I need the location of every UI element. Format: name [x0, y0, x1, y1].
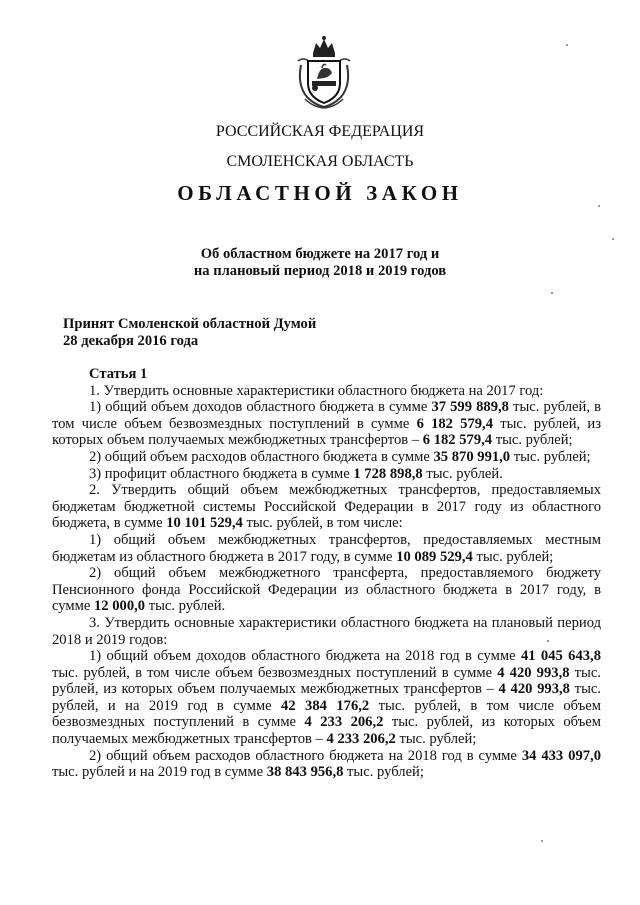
region-heading: СМОЛЕНСКАЯ ОБЛАСТЬ [226, 153, 414, 170]
scan-speck [547, 640, 549, 642]
paragraph-1-item-2: 2) общий объем расходов областного бюджета в сумме 35 870 991,0 тыс. рублей; [89, 448, 591, 465]
paragraph-2: 2. Утвердить общий объем межбюджетных трансфертов, предоставляемых бюджетам бюджетной системы Российской Федерации в 2017 году из областного бюджета, в сумме 10 101 529,4 тыс. рублей, в том числе: [52, 482, 601, 532]
paragraph-3: 3. Утвердить основные характеристики областного бюджета на плановый период 2018 и 2019 годов: [52, 614, 601, 648]
article-heading: Статья 1 [89, 366, 148, 382]
adoption-date: 28 декабря 2016 года [63, 333, 199, 349]
paragraph-3-item-2: 2) общий объем расходов областного бюджета на 2018 год в сумме 34 433 097,0 тыс. рублей и на 2019 год в сумме 38 843 956,8 тыс. рублей; [52, 747, 601, 781]
paragraph-2-item-1: 1) общий объем межбюджетных трансфертов, предоставляемых местным бюджетам из областного бюджета в 2017 году, в сумме 10 089 529,4 тыс. рублей; [52, 531, 601, 565]
paragraph-1: 1. Утвердить основные характеристики областного бюджета на 2017 год: [89, 382, 544, 399]
law-title-line-2: на плановый период 2018 и 2019 годов [193, 263, 447, 279]
adoption-line-1: Принят Смоленской областной Думой [63, 316, 317, 332]
country-heading: РОССИЙСКАЯ ФЕДЕРАЦИЯ [215, 123, 425, 140]
scan-speck [612, 238, 614, 240]
paragraph-2-item-2: 2) общий объем межбюджетного трансферта, предоставляемого бюджету Пенсионного фонда Российской Федерации из областного бюджета в 2017 году, в сумме 12 000,0 тыс. рублей. [52, 565, 601, 615]
article-body [52, 366, 601, 781]
coat-of-arms-emblem [293, 35, 355, 110]
scan-speck [541, 840, 543, 842]
scan-speck [551, 292, 553, 294]
adoption-note [63, 316, 316, 350]
document-type-heading: ОБЛАСТНОЙ ЗАКОН [177, 181, 463, 205]
paragraph-1-item-1: 1) общий объем доходов областного бюджета в сумме 37 599 889,8 тыс. рублей, в том числе объем безвозмездных поступлений в сумме 6 182 579,4 тыс. рублей, из которых объем получаемых межбюджетных трансфертов – 6 182 579,4 тыс. рублей; [52, 399, 601, 449]
paragraph-3-item-1: 1) общий объем доходов областного бюджета на 2018 год в сумме 41 045 643,8 тыс. рублей, в том числе объем безвозмездных поступлений в сумме 4 420 993,8 тыс. рублей, из которых объем получаемых межбюджетных трансфертов – 4 420 993,8 тыс. рублей, и на 2019 год в сумме 42 384 176,2 тыс. рублей, в том числе объем безвозмездных поступлений в сумме 4 233 206,2 тыс. рублей, из которых объем получаемых межбюджетных трансфертов – 4 233 206,2 тыс. рублей; [52, 648, 601, 748]
law-title-line-1: Об областном бюджете на 2017 год и [200, 246, 440, 262]
scan-speck [598, 205, 600, 207]
law-title [0, 246, 640, 280]
scan-speck [566, 44, 568, 46]
paragraph-1-item-3: 3) профицит областного бюджета в сумме 1 728 898,8 тыс. рублей. [89, 465, 503, 482]
